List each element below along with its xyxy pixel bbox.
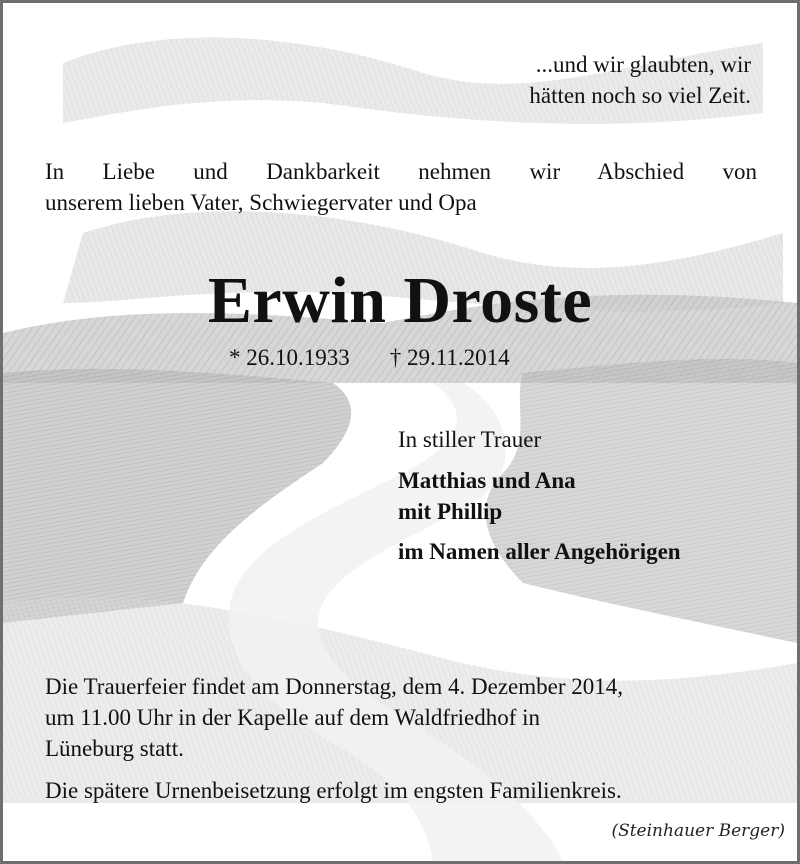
family-line-1: Matthias und Ana [398,468,576,493]
relatives-line: im Namen aller Angehörigen [398,539,681,564]
family-line-2: mit Phillip [398,499,503,524]
life-dates [229,343,510,373]
deceased-name: Erwin Droste [207,264,593,337]
opening-quote [529,49,751,111]
funeral-line-3: Lüneburg statt. [45,736,184,761]
quote-line-1: ...und wir glaubten, wir [535,52,751,77]
funeral-info [45,671,765,764]
funeral-line-2: um 11.00 Uhr in der Kapelle auf dem Waldfriedhof in [45,705,541,730]
family-names [398,465,576,527]
death-date: † 29.11.2014 [389,345,510,370]
quote-line-2: hätten noch so viel Zeit. [529,83,751,108]
urn-burial-info: Die spätere Urnenbeisetzung erfolgt im engsten Familienkreis. [45,778,622,803]
intro-line-2: unserem lieben Vater, Schwiegervater und Opa [45,190,477,215]
funeral-line-1: Die Trauerfeier findet am Donnerstag, dem 4. Dezember 2014, [45,674,624,699]
birth-date: * 26.10.1933 [229,345,350,370]
undertaker-signature: (Steinhauer Berger) [611,821,785,841]
farewell-intro [45,156,757,218]
intro-line-1: In Liebe und Dankbarkeit nehmen wir Abschied von [45,159,757,184]
mourning-heading: In stiller Trauer [398,427,542,452]
